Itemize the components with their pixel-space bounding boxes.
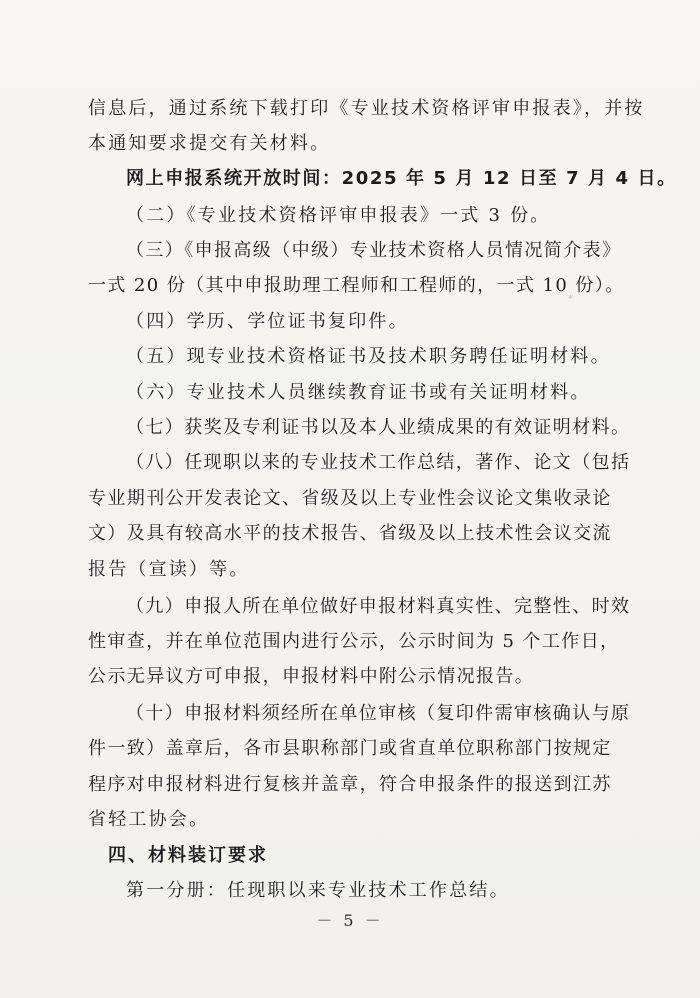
section-heading: 四、材料装订要求 bbox=[108, 845, 268, 866]
submission-period-line: 网上申报系统开放时间：2025 年 5 月 12 日至 7 月 4 日。 bbox=[126, 168, 677, 189]
body-line: （十）申报材料须经所在单位审核（复印件需审核确认与原 bbox=[126, 703, 631, 724]
body-line: （五）现专业技术资格证书及技术职务聘任证明材料。 bbox=[126, 346, 611, 367]
body-line: 专业期刊公开发表论文、省级及以上专业性会议论文集收录论 bbox=[88, 488, 612, 509]
body-line: 程序对申报材料进行复核并盖章，符合申报条件的报送到江苏 bbox=[88, 774, 612, 795]
body-line: 文）及具有较高水平的技术报告、省级及以上技术性会议交流 bbox=[88, 523, 612, 544]
body-line: （三）《申报高级（中级）专业技术资格人员情况简介表》 bbox=[126, 240, 622, 261]
scan-speck: * bbox=[568, 294, 573, 305]
body-line: （六）专业技术人员继续教育证书或有关证明材料。 bbox=[126, 382, 591, 403]
body-line: （九）申报人所在单位做好申报材料真实性、完整性、时效 bbox=[126, 596, 631, 617]
body-line: （四）学历、学位证书复印件。 bbox=[126, 311, 409, 332]
body-line: （二）《专业技术资格评审申报表》一式 3 份。 bbox=[126, 205, 551, 226]
body-line: （七）获奖及专利证书以及本人业绩成果的有效证明材料。 bbox=[126, 417, 631, 438]
body-line: 公示无异议方可申报，申报材料中附公示情况报告。 bbox=[88, 666, 535, 687]
body-line: 件一致）盖章后，各市县职称部门或省直单位职称部门按规定 bbox=[88, 738, 612, 759]
body-line: 第一分册：任现职以来专业技术工作总结。 bbox=[126, 880, 510, 901]
body-line: 报告（宣读）等。 bbox=[88, 559, 250, 580]
body-line: 省轻工协会。 bbox=[88, 809, 210, 830]
body-line: 性审查，并在单位范围内进行公示，公示时间为 5 个工作日， bbox=[88, 631, 620, 652]
body-line: 一式 20 份（其中申报助理工程师和工程师的，一式 10 份）。 bbox=[88, 275, 625, 296]
body-line: 本通知要求提交有关材料。 bbox=[88, 133, 331, 154]
body-line: 信息后，通过系统下载打印《专业技术资格评审申报表》，并按 bbox=[88, 98, 645, 119]
body-line: （八）任现职以来的专业技术工作总结，著作、论文（包括 bbox=[126, 452, 631, 473]
page-number: － 5 － bbox=[316, 911, 384, 930]
